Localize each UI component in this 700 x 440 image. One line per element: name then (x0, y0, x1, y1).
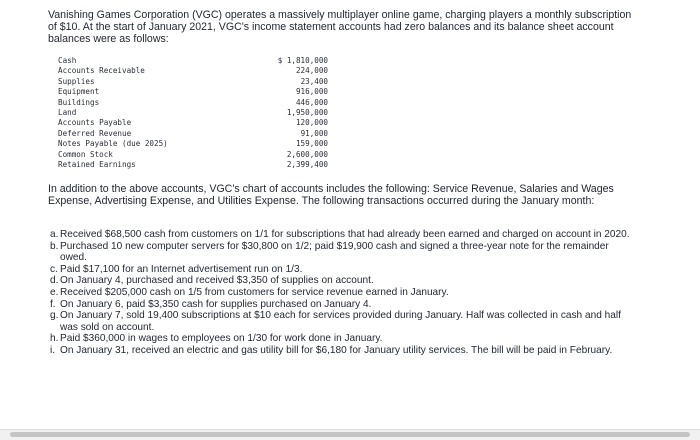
transaction-text: Paid $17,100 for an Internet advertisement run on 1/3. (60, 263, 303, 275)
account-amount: 1,950,000 (286, 107, 328, 117)
transaction-text: Purchased 10 new computer servers for $30,800 on 1/2; paid $19,900 cash and signed a three-year note for the remainder owed. (60, 240, 609, 264)
paragraph2-text: In addition to the above accounts, VGC's chart of accounts includes the following: Service Revenue, Salaries and Wages Expense, Advertising Expense, and Utilities Expense. The following transactions occurred during the January month: (48, 183, 614, 208)
transaction-item (50, 310, 635, 333)
account-amount: 159,000 (295, 139, 328, 149)
account-name: Equipment (58, 87, 100, 97)
account-name: Accounts Receivable (58, 66, 145, 76)
transaction-item (50, 275, 635, 287)
account-name: Notes Payable (due 2025) (58, 139, 168, 149)
horizontal-scrollbar[interactable] (0, 429, 700, 440)
account-row (58, 118, 328, 128)
transactions-list (50, 229, 635, 357)
transaction-item (50, 264, 635, 276)
transaction-item (50, 333, 635, 345)
transaction-letter: e. (50, 286, 59, 298)
account-amount: 916,000 (295, 87, 328, 97)
account-row (58, 98, 328, 108)
account-amount: 23,400 (300, 76, 328, 86)
transaction-item (50, 345, 635, 357)
account-row (58, 66, 328, 76)
account-amount: 224,000 (295, 66, 328, 76)
account-row (58, 77, 328, 87)
transaction-letter: i. (50, 344, 56, 356)
account-row (58, 108, 328, 118)
transaction-letter: b. (50, 240, 59, 252)
account-name: Retained Earnings (58, 159, 136, 169)
account-amount: 120,000 (295, 118, 328, 128)
transaction-letter: g. (50, 310, 59, 322)
account-name: Common Stock (58, 149, 113, 159)
account-row (58, 150, 328, 160)
transaction-item (50, 241, 635, 264)
transaction-text: Received $68,500 cash from customers on 1/1 for subscriptions that had already been earned and charged on account in 2020. (60, 229, 630, 240)
scrollbar-thumb[interactable] (10, 432, 690, 437)
account-row (58, 129, 328, 139)
transaction-item (50, 287, 635, 299)
account-row (58, 87, 328, 97)
account-name: Supplies (58, 76, 95, 86)
transaction-item (50, 299, 635, 311)
transaction-letter: d. (50, 275, 59, 287)
transaction-text: Paid $360,000 in wages to employees on 1/30 for work done in January. (60, 333, 383, 345)
problem-intro (48, 9, 638, 46)
transaction-letter: a. (50, 229, 59, 240)
transaction-letter: h. (50, 333, 59, 345)
account-row (58, 139, 328, 149)
account-row (58, 160, 328, 170)
intro-text: Vanishing Games Corporation (VGC) operates a massively multiplayer online game, charging players a monthly subscription of $10. At the start of January 2021, VGC's income statement accounts had zero balances and its balance sheet account balances were as follows: (48, 9, 632, 46)
account-name: Accounts Payable (58, 118, 132, 128)
transaction-letter: c. (50, 263, 58, 275)
chart-of-accounts-paragraph (48, 183, 638, 207)
account-amount: 2,600,000 (286, 149, 328, 159)
transaction-text: On January 6, paid $3,350 cash for supplies purchased on January 4. (60, 298, 372, 310)
transaction-text: On January 31, received an electric and gas utility bill for $6,180 for January utility services. The bill will be paid in February. (60, 344, 613, 356)
account-balances-table (58, 56, 328, 170)
account-name: Land (58, 107, 77, 117)
transaction-text: On January 7, sold 19,400 subscriptions at $10 each for services provided during January. Half was collected in cash and half was sold on account. (60, 310, 621, 333)
account-amount: 446,000 (295, 97, 328, 107)
transaction-letter: f. (50, 298, 56, 310)
transaction-text: Received $205,000 cash on 1/5 from customers for service revenue earned in January. (60, 286, 449, 298)
account-amount: $ 1,810,000 (277, 56, 328, 65)
account-amount: 2,399,400 (286, 159, 328, 169)
account-name: Cash (58, 56, 77, 65)
account-amount: 91,000 (300, 128, 328, 138)
account-name: Buildings (58, 97, 100, 107)
account-name: Deferred Revenue (58, 128, 132, 138)
account-row (58, 56, 328, 66)
transaction-item (50, 229, 635, 241)
transaction-text: On January 4, purchased and received $3,350 of supplies on account. (60, 275, 374, 287)
